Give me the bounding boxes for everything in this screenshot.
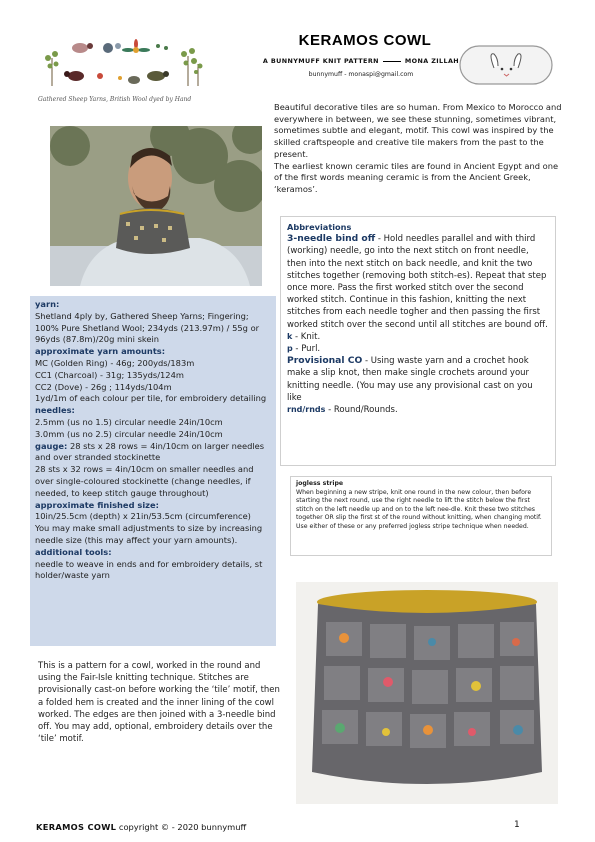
materials-box xyxy=(30,296,276,646)
jogless-stripe-box xyxy=(290,476,552,556)
amount-cc2: CC2 (Dove) - 26g ; 114yds/104m xyxy=(35,381,172,392)
abbr-purl: p - Purl. xyxy=(287,344,321,355)
subtitle-separator xyxy=(383,61,401,62)
intro-text xyxy=(274,102,562,196)
abbr-knit: k - Knit. xyxy=(287,331,321,342)
footer-copyright: copyright © - 2020 bunnymuff xyxy=(116,822,247,832)
amount-embroidery: 1yd/1m of each colour per tile, for embroidery detailing xyxy=(35,393,267,404)
logo-caption: Gathered Sheep Yarns, British Wool dyed by Hand xyxy=(38,96,192,103)
footer-brand: KERAMOS COWL xyxy=(36,822,117,832)
page-number: 1 xyxy=(514,820,520,830)
jogless-title: jogless stripe xyxy=(296,480,344,487)
amounts-heading: approximate yarn amounts: xyxy=(35,346,166,357)
page-title: KERAMOS COWL xyxy=(298,32,432,49)
needle-small: 2.5mm (us no 1.5) circular needle 24in/10cm xyxy=(35,416,223,427)
gauge-line-1: gauge: 28 sts x 28 rows = 4in/10cm on larger needles and over stranded stockinette xyxy=(35,440,265,463)
abbr-rnd: rnd/rnds - Round/Rounds. xyxy=(287,405,398,416)
footer xyxy=(36,822,436,832)
yarn-text: Shetland 4ply by, Gathered Sheep Yarns; Fingering; 100% Pure Shetland Wool; 234yds (213.97m) / 55g or 96yds (87.8m)/20g mini skein xyxy=(35,310,260,345)
yarn-heading: yarn: xyxy=(35,299,60,309)
cowl-photo xyxy=(296,582,558,804)
size-heading: approximate finished size: xyxy=(35,499,159,510)
tools-text: needle to weave in ends and for embroidery details, st holder/waste yarn xyxy=(35,558,263,581)
bunny-logo-icon xyxy=(458,44,554,86)
amount-cc1: CC1 (Charcoal) - 31g; 135yds/124m xyxy=(35,369,184,380)
abbr-3-needle-bind-off: 3-needle bind off - Hold needles parallel and with third (working) needle, go into the next stitch on front needle, then into the next stitch on back needle, and knit the two stitches together (removing both stitch-es). Repeat that step once more. Pass the first worked stitch over the second worked stitch. Continue in this fashion, knitting the next stitches from each needle togher and then passing the first worked stitch over the second until all stitches are bound off. xyxy=(287,233,548,330)
jogless-text: When beginning a new stripe, knit one round in the new colour, then before starting the next round, use the right needle to lift the stitch below the first stitch on the left needle up and on to the left nee-dle. Knit these two stitches together OR slip the first st of the round without knitting, when changing motif. Use either of these or any preferred jogless stripe technique when needed. xyxy=(296,488,542,530)
abbreviations-title: Abbreviations xyxy=(287,222,352,232)
needles-heading: needles: xyxy=(35,405,75,416)
intro-paragraph-1: Beautiful decorative tiles are so human. From Mexico to Morocco and everywhere in between, we see these stunning, sometimes vibrant, sometimes subtle and elegant, motif. This cowl was inspired by the skilled craftspeople and creative tile makers from the past to the present. xyxy=(274,102,562,159)
model-photo xyxy=(50,126,262,286)
tools-heading: additional tools: xyxy=(35,546,112,557)
pattern-description-text: This is a pattern for a cowl, worked in the round and using the Fair-Isle knitting technique. Stitches are provisionally cast-on before working the ‘tile’ motif, then a folded hem is created and the inner lining of the cowl worked. The edges are then joined with a 3-needle bind off. You may add, optional, embroidery details over the ‘tile’ motif. xyxy=(38,661,280,745)
pattern-description xyxy=(38,660,282,745)
needle-large: 3.0mm (us no 2.5) circular needle 24in/10cm xyxy=(35,428,223,439)
intro-paragraph-2: The earliest known ceramic tiles are found in Ancient Egypt and one of the first words meaning ceramic is from the Ancient Greek, ‘keramos’. xyxy=(274,160,559,194)
size-note: You may make small adjustments to size by increasing needle size (this may affect your yarn amounts). xyxy=(35,523,263,545)
gauge-line-2: 28 sts x 32 rows = 4in/10cm on smaller needles and over single-coloured stockinette (change needles, if needed, to keep stitch gauge throughout) xyxy=(35,464,254,498)
abbreviations-box xyxy=(280,216,556,466)
subtitle-left: A BUNNYMUFF KNIT PATTERN xyxy=(262,57,379,65)
size-text: 10in/25.5cm (depth) x 21in/53.5cm (circumference) xyxy=(35,511,251,522)
abbr-provisional-co: Provisional CO - Using waste yarn and a crochet hook make a slip knot, then make single crochets around your knitting needle. (You may use any provisional cast on you like xyxy=(287,355,533,403)
author-email: bunnymuff - monaspi@gmail.com xyxy=(308,71,414,78)
amount-mc: MC (Golden Ring) - 46g; 200yds/183m xyxy=(35,357,195,368)
gathered-sheep-logo xyxy=(38,36,208,92)
subtitle-right: MONA ZILLAH xyxy=(404,57,460,65)
